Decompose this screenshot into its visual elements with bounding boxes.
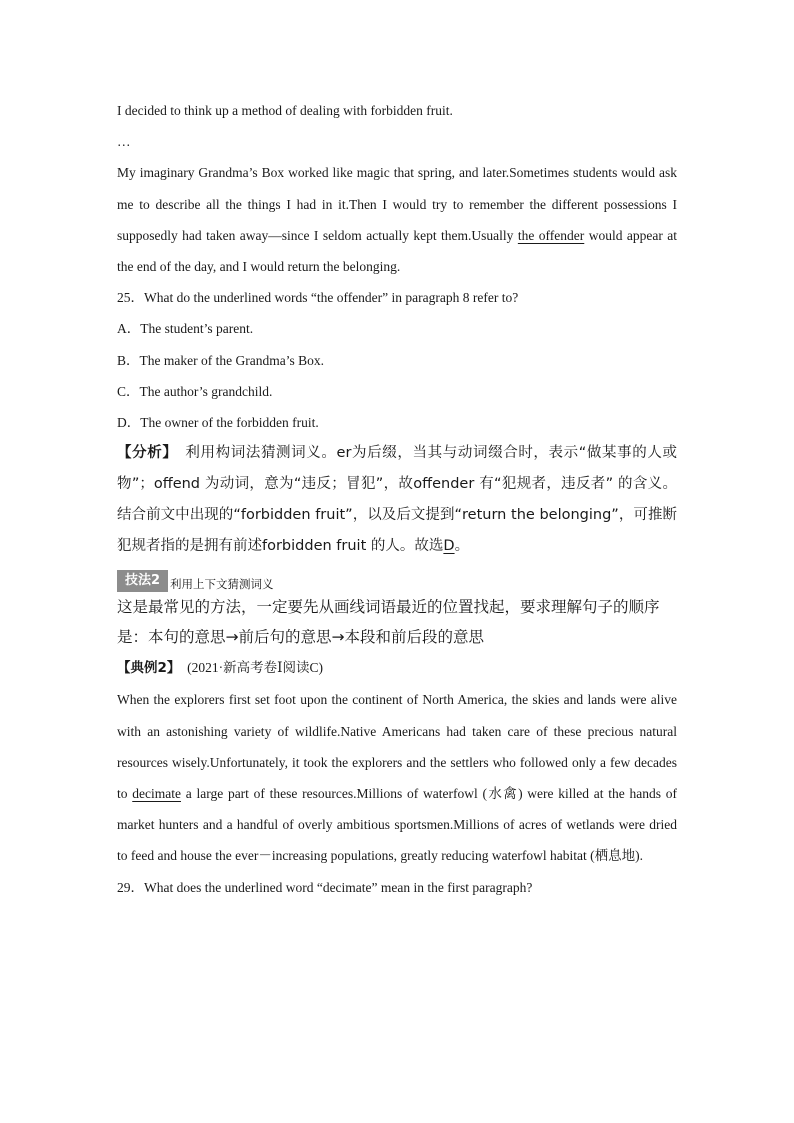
document-page — [117, 95, 677, 903]
analysis-text: 利用构词法猜测词义。er为后缀，当其与动词缀合时，表示“做某事的人或物”；offend 为动词，意为“违反；冒犯”，故offender 有“犯规者，违反者” 的含义。结合前文中出现的“forbidden fruit”，以及后文提到“return the belonging”，可推断犯规者指的是拥有前述forbidden fruit 的人。故选 — [117, 445, 677, 555]
option-c: C．The author’s grandchild. — [117, 383, 273, 399]
ellipsis: … — [117, 134, 131, 150]
passage-line: I decided to think up a method of dealing with forbidden fruit. — [117, 103, 453, 118]
technique-heading — [117, 564, 677, 592]
question-25-stem: 25．What do the underlined words “the offender” in paragraph 8 refer to? — [117, 290, 519, 306]
example-text-end: a large part of these resources.Millions of waterfowl (水禽) were killed at the hands of market hunters and a handful of overly ambitious sportsmen.Millions of acres of wetlands were dried to feed and house the ever－increasing populations, greatly reducing waterfowl habitat (栖息地). — [117, 786, 677, 864]
example-label: 【典例2】 — [117, 660, 174, 677]
underlined-decimate: decimate — [132, 786, 181, 802]
analysis-label: 【分析】 — [117, 445, 171, 462]
example-heading — [117, 652, 677, 684]
analysis-answer: D — [443, 538, 455, 555]
passage-text: My imaginary Grandma’s Box worked like magic that spring, and later.Sometimes students would ask me to describe all the things I had in it.Then I would try to remember the different possessions I supposedly had taken away—since I seldom actually kept them.Usually — [117, 165, 677, 243]
question-29-stem: 29．What does the underlined word “decimate” mean in the first paragraph? — [117, 879, 533, 895]
example-text: When the explorers first set foot upon the continent of North America, the skies and lands were alive with an astonishing variety of wildlife.Native Americans had taken care of these precious natural resources wisely.Unfortunately, it took the explorers and the settlers who followed only a few decades to — [117, 692, 677, 802]
technique-tag: 技法2 — [117, 570, 168, 592]
option-d: D．The owner of the forbidden fruit. — [117, 415, 319, 431]
passage-text-end: would appear at the end of the day, and I would return the belonging. — [117, 227, 678, 275]
passage-paragraph — [117, 157, 677, 282]
analysis-paragraph — [117, 438, 677, 562]
technique-title: 利用上下文猜测词义 — [170, 577, 274, 592]
option-a: A．The student’s parent. — [117, 321, 254, 337]
underlined-offender: the offender — [517, 227, 585, 243]
technique-description: 这是最常见的方法，一定要先从画线词语最近的位置找起，要求理解句子的顺序是：本句的意思→前后句的意思→本段和前后段的意思 — [117, 598, 660, 647]
option-b: B．The maker of the Grandma’s Box. — [117, 352, 324, 368]
analysis-end: 。 — [454, 538, 470, 555]
example-paragraph — [117, 684, 677, 871]
example-source: (2021·新高考卷Ⅰ阅读C) — [173, 660, 323, 676]
